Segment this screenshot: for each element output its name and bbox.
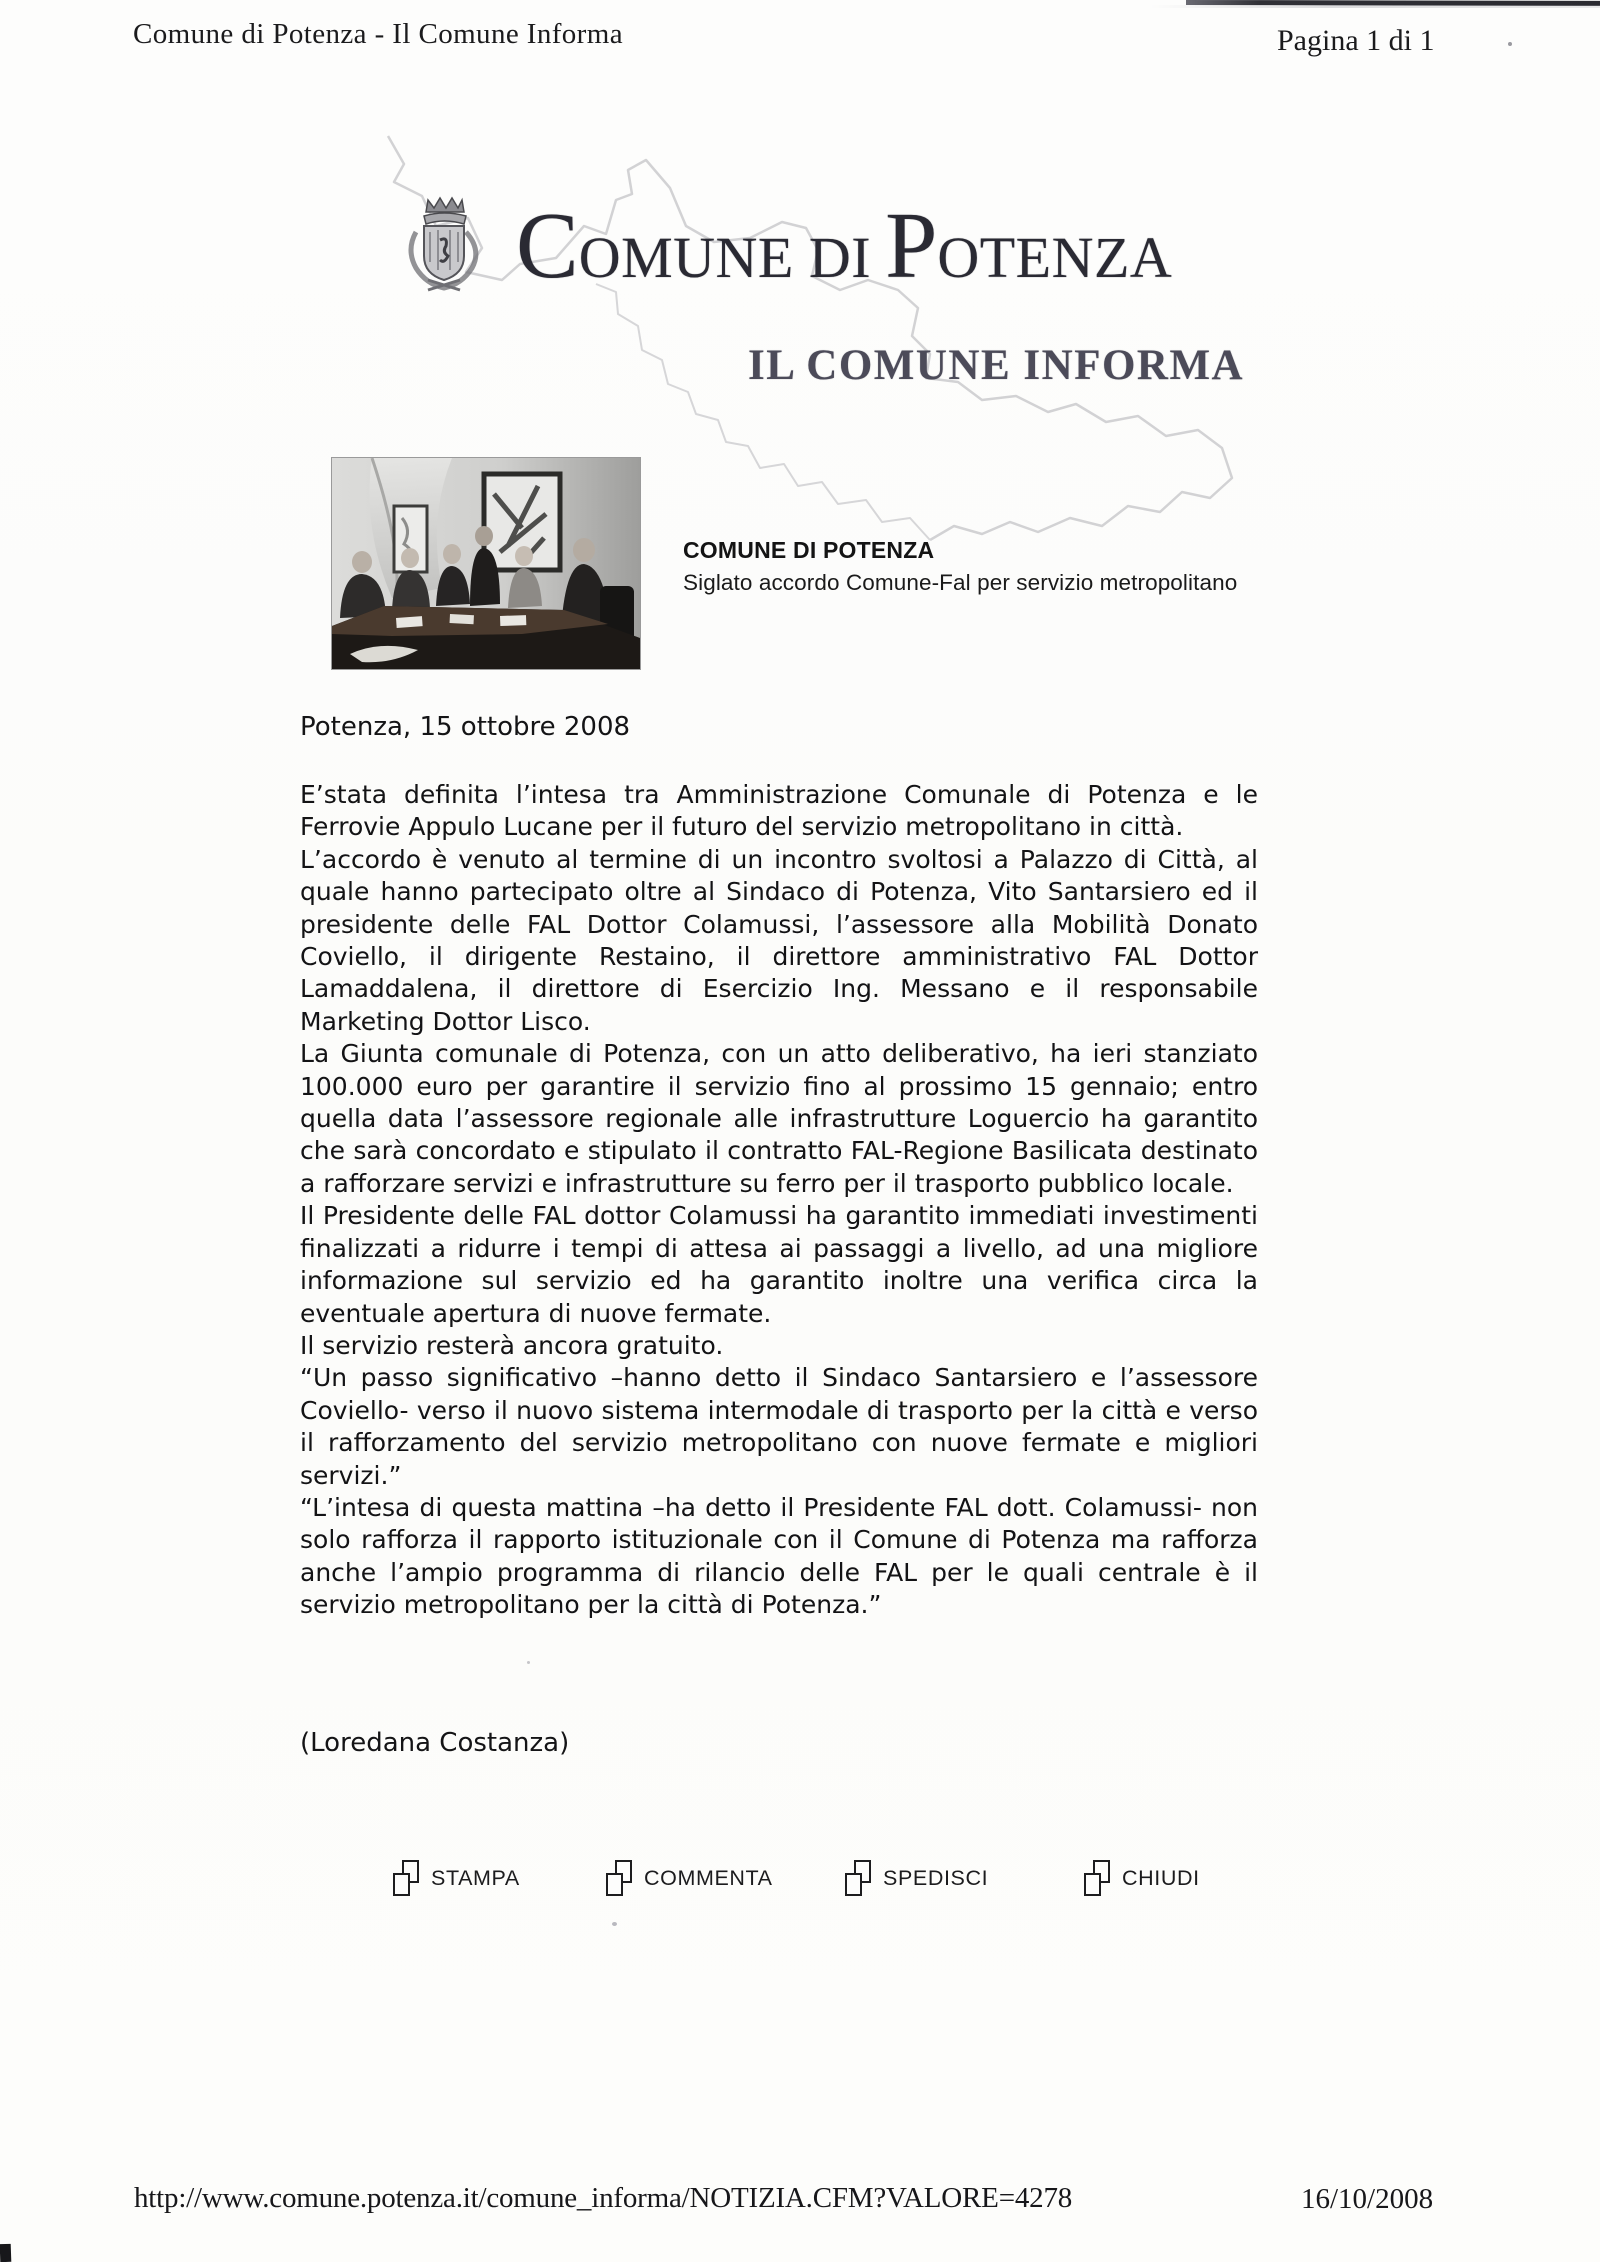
article-signature: (Loredana Costanza)	[300, 1728, 570, 1758]
print-footer-date: 16/10/2008	[1301, 2183, 1434, 2215]
scan-artifact-dot	[612, 1922, 617, 1926]
send-button[interactable]	[845, 1860, 988, 1896]
article-dateline: Potenza, 15 ottobre 2008	[300, 712, 631, 742]
article-paragraph: Il Presidente delle FAL dottor Colamussi ha garantito immediati investimenti finalizzati a ridurre i tempi di attesa ai passaggi a livello, ad una migliore informazione sul servizio ed ha garantito inoltre una verifica circa la eventuale apertura di nuove fermate.	[300, 1201, 1258, 1328]
scan-artifact-dot	[1508, 42, 1512, 46]
wordmark-initial-p: P	[885, 194, 938, 298]
close-button-label: CHIUDI	[1122, 1865, 1200, 1890]
scan-artifact-dot	[527, 1661, 530, 1664]
article-paragraph: L’accordo è venuto al termine di un incontro svoltosi a Palazzo di Città, al quale hanno partecipato oltre al Sindaco di Potenza, Vito Santarsiero ed il presidente delle FAL Dottor Colamussi, l’assessore alla Mobilità Donato Coviello, il dirigente Restaino, il direttore amministrativo FAL Dottor Lamaddalena, il direttore di Esercizio Ing. Messano e il responsabile Marketing Dottor Lisco.	[300, 844, 1258, 1036]
print-header-page-number: Pagina 1 di 1	[1277, 24, 1435, 57]
pages-icon	[845, 1860, 871, 1896]
scan-artifact-haze	[1150, 5, 1600, 8]
close-button[interactable]	[1084, 1860, 1200, 1896]
wordmark-text-otenza: OTENZA	[937, 225, 1173, 290]
masthead-wordmark	[516, 196, 1172, 308]
pages-icon	[606, 1860, 632, 1896]
article-body	[300, 779, 1258, 1622]
print-button[interactable]	[393, 1860, 520, 1896]
article-paragraph: E’stata definita l’intesa tra Amministrazione Comunale di Potenza e le Ferrovie Appulo Lucane per il futuro del servizio metropolitano in città.	[300, 780, 1258, 842]
article-paragraph: “Un passo significativo –hanno detto il Sindaco Santarsiero e l’assessore Coviello- verso il nuovo sistema intermodale di trasporto per la città e verso il rafforzamento del servizio metropolitano con nuove fermate e migliori servizi.”	[300, 1363, 1258, 1490]
photo-caption-title: COMUNE DI POTENZA	[683, 537, 935, 563]
photo-caption-subtitle: Siglato accordo Comune-Fal per servizio metropolitano	[683, 570, 1238, 595]
article-paragraph: La Giunta comunale di Potenza, con un atto deliberativo, ha ieri stanziato 100.000 euro per garantire il servizio fino al prossimo 15 gennaio; entro quella data l’assessore regionale alle infrastrutture Loguercio ha garantito che sarà concordato e stipulato il contratto FAL-Regione Basilicata destinato a rafforzare servizi e infrastrutture su ferro per il trasporto pubblico locale.	[300, 1039, 1258, 1198]
print-footer-url: http://www.comune.potenza.it/comune_informa/NOTIZIA.CFM?VALORE=4278	[134, 2182, 1073, 2214]
wordmark-text-omune-di: OMUNE DI	[578, 225, 872, 290]
print-header-title: Comune di Potenza - Il Comune Informa	[133, 18, 623, 50]
pages-icon	[393, 1860, 419, 1896]
article-toolbar	[0, 1860, 1600, 1906]
scan-artifact-corner-mark	[0, 2244, 11, 2262]
send-button-label: SPEDISCI	[883, 1865, 989, 1890]
article-photo	[332, 458, 640, 669]
article-paragraph: Il servizio resterà ancora gratuito.	[300, 1330, 724, 1360]
wordmark-initial-c: C	[516, 194, 579, 298]
print-button-label: STAMPA	[431, 1865, 520, 1890]
pages-icon	[1084, 1860, 1110, 1896]
masthead-subtitle: IL COMUNE INFORMA	[748, 342, 1245, 389]
article-paragraph: “L’intesa di questa mattina –ha detto il Presidente FAL dott. Colamussi- non solo rafforza il rapporto istituzionale con il Comune di Potenza ma rafforza anche l’ampio programma di rilancio delle FAL per le quali centrale è il servizio metropolitano per la città di Potenza.”	[300, 1492, 1258, 1620]
comment-button-label: COMMENTA	[644, 1865, 773, 1890]
comune-crest-logo	[400, 192, 488, 296]
comment-button[interactable]	[606, 1860, 773, 1896]
